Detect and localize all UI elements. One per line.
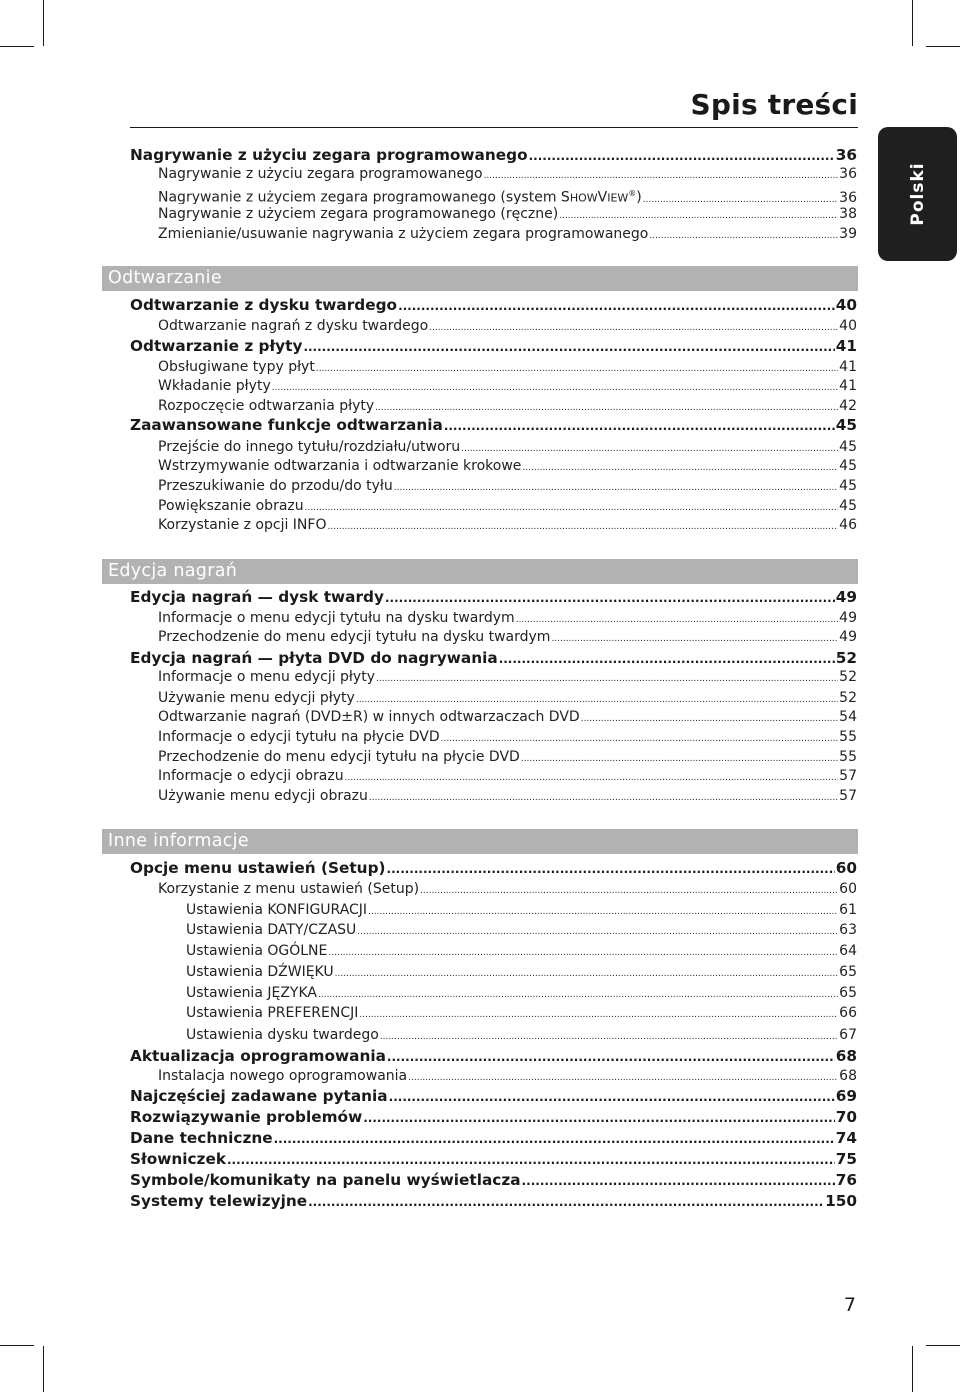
toc-entry-title: Nagrywanie z użyciem zegara programowanego (ręczne) xyxy=(158,206,559,222)
toc-entry-title: Obsługiwane typy płyt xyxy=(158,359,315,375)
toc-entry[interactable] xyxy=(186,1003,857,1023)
toc-leader-dots xyxy=(394,478,838,496)
section-header: Odtwarzanie xyxy=(102,266,858,291)
toc-leader-dots xyxy=(376,669,838,687)
toc-leader-dots xyxy=(499,649,835,669)
toc-leader-dots xyxy=(522,458,838,476)
toc-entry[interactable] xyxy=(158,608,857,628)
toc-entry-chapter[interactable] xyxy=(130,145,857,166)
toc-entry-page: 36 xyxy=(835,146,857,164)
toc-entry-chapter[interactable] xyxy=(130,295,857,316)
toc-entry-title: Zaawansowane funkcje odtwarzania xyxy=(130,416,443,434)
toc-leader-dots xyxy=(272,378,838,396)
toc-leader-dots xyxy=(444,416,835,436)
toc-leader-dots xyxy=(529,146,835,166)
toc-entry-title: Rozwiązywanie problemów xyxy=(130,1108,363,1126)
toc-entry-chapter[interactable] xyxy=(130,1128,857,1149)
toc-entry[interactable] xyxy=(158,1066,857,1086)
toc-entry-page: 54 xyxy=(839,709,857,725)
toc-entry-page: 49 xyxy=(839,629,857,645)
toc-leader-dots xyxy=(316,359,838,377)
toc-entry-title: Korzystanie z opcji INFO xyxy=(158,517,327,533)
toc-entry-title: Informacje o edycji tytułu na płycie DVD xyxy=(158,729,440,745)
toc-entry-page: 57 xyxy=(839,768,857,784)
toc-entry[interactable] xyxy=(158,357,857,377)
toc-entry-title: Informacje o menu edycji tytułu na dysku twardym xyxy=(158,610,515,626)
toc-leader-dots xyxy=(420,881,838,899)
toc-entry[interactable] xyxy=(158,627,857,647)
toc-leader-dots xyxy=(429,318,838,336)
language-tab-label: Polski xyxy=(907,162,928,226)
toc-entry-page: 39 xyxy=(839,226,857,242)
toc-leader-dots xyxy=(357,922,838,940)
toc-entry[interactable] xyxy=(158,707,857,727)
toc-entry-chapter[interactable] xyxy=(130,415,857,436)
toc-entry-title: Nagrywanie z użyciem zegara programowanego (system SHOWVIEW®) xyxy=(158,189,642,204)
toc-leader-dots xyxy=(581,709,838,727)
toc-entry-chapter[interactable] xyxy=(130,1107,857,1128)
toc-leader-dots xyxy=(385,588,835,608)
section-header: Edycja nagrań xyxy=(102,559,858,584)
toc-entry-chapter[interactable] xyxy=(130,1191,857,1212)
toc-entry[interactable] xyxy=(158,766,857,786)
toc-entry-chapter[interactable] xyxy=(130,1086,857,1107)
toc-entry-title: Używanie menu edycji obrazu xyxy=(158,788,368,804)
toc-entry-title: Rozpoczęcie odtwarzania płyty xyxy=(158,398,375,414)
toc-entry-title: Ustawienia DŹWIĘKU xyxy=(186,964,334,980)
toc-entry-title: Ustawienia JĘZYKA xyxy=(186,985,317,1001)
toc-entry-title: Aktualizacja oprogramowania xyxy=(130,1047,386,1065)
toc-leader-dots xyxy=(408,1068,838,1086)
toc-entry-title: Opcje menu ustawień (Setup) xyxy=(130,859,386,877)
toc-entry-page: 42 xyxy=(839,398,857,414)
toc-entry-page: 61 xyxy=(839,902,857,918)
toc-entry-chapter[interactable] xyxy=(130,1149,857,1170)
toc-entry-title: Edycja nagrań — płyta DVD do nagrywania xyxy=(130,649,498,667)
toc-leader-dots xyxy=(335,964,839,982)
toc-entry[interactable] xyxy=(158,376,857,396)
toc-entry-page: 52 xyxy=(839,690,857,706)
toc-entry-page: 36 xyxy=(839,189,857,204)
toc-entry-title: Ustawienia KONFIGURACJI xyxy=(186,902,368,918)
toc-entry[interactable] xyxy=(186,983,857,1003)
toc-entry[interactable] xyxy=(158,184,857,204)
toc-entry[interactable] xyxy=(158,515,857,535)
toc-entry-page: 40 xyxy=(835,296,857,314)
toc-leader-dots xyxy=(308,1192,824,1212)
toc-entry[interactable] xyxy=(186,962,857,982)
toc-entry-page: 65 xyxy=(839,985,857,1001)
toc-entry-page: 69 xyxy=(835,1087,857,1105)
toc-entry[interactable] xyxy=(158,747,857,767)
toc-leader-dots xyxy=(274,1129,835,1149)
toc-entry-title: Wstrzymywanie odtwarzania i odtwarzanie krokowe xyxy=(158,458,522,474)
toc-entry[interactable] xyxy=(186,900,857,920)
toc-entry[interactable] xyxy=(158,437,857,457)
toc-entry[interactable] xyxy=(158,786,857,806)
toc-entry-page: 45 xyxy=(835,416,857,434)
toc-entry-title: Nagrywanie z użyciu zegara programowanego xyxy=(158,166,483,182)
toc-entry-title: Ustawienia OGÓLNE xyxy=(186,943,328,959)
toc-entry-page: 38 xyxy=(839,206,857,222)
toc-leader-dots xyxy=(387,1047,835,1067)
toc-entry-chapter[interactable] xyxy=(130,1046,857,1067)
toc-entry-title: Instalacja nowego oprogramowania xyxy=(158,1068,408,1084)
toc-entry-page: 63 xyxy=(839,922,857,938)
toc-leader-dots xyxy=(363,1108,835,1128)
toc-entry-page: 60 xyxy=(835,859,857,877)
toc-entry[interactable] xyxy=(186,941,857,961)
toc-leader-dots xyxy=(522,1171,835,1191)
toc-entry-title: Przejście do innego tytułu/rozdziału/utworu xyxy=(158,439,461,455)
toc-entry-page: 45 xyxy=(839,458,857,474)
toc-entry-title: Symbole/komunikaty na panelu wyświetlacza xyxy=(130,1171,521,1189)
toc-entry-title: Systemy telewizyjne xyxy=(130,1192,308,1210)
toc-entry-page: 40 xyxy=(839,318,857,334)
toc-leader-dots xyxy=(389,1087,835,1107)
toc-entry-page: 41 xyxy=(839,378,857,394)
toc-entry-page: 45 xyxy=(839,439,857,455)
toc-leader-dots xyxy=(318,985,838,1003)
page-title: Spis treści xyxy=(690,88,858,121)
toc-entry-page: 60 xyxy=(839,881,857,897)
toc-entry-page: 68 xyxy=(839,1068,857,1084)
toc-entry-page: 41 xyxy=(835,337,857,355)
toc-entry-page: 49 xyxy=(835,588,857,606)
toc-entry-page: 74 xyxy=(835,1129,857,1147)
toc-entry-chapter[interactable] xyxy=(130,336,857,357)
toc-entry-title: Informacje o menu edycji płyty xyxy=(158,669,375,685)
toc-entry-page: 64 xyxy=(839,943,857,959)
toc-leader-dots xyxy=(521,749,838,767)
toc-entry[interactable] xyxy=(158,456,857,476)
toc-entry-page: 75 xyxy=(835,1150,857,1168)
toc-leader-dots xyxy=(359,1005,838,1023)
toc-entry-page: 66 xyxy=(839,1005,857,1021)
toc-entry-chapter[interactable] xyxy=(130,858,857,879)
toc-entry-title: Ustawienia DATY/CZASU xyxy=(186,922,357,938)
toc-entry-page: 45 xyxy=(839,478,857,494)
toc-leader-dots xyxy=(345,768,839,786)
toc-entry-title: Używanie menu edycji płyty xyxy=(158,690,355,706)
toc-entry[interactable] xyxy=(158,164,857,184)
toc-leader-dots xyxy=(369,788,838,806)
toc-leader-dots xyxy=(559,206,838,224)
toc-leader-dots xyxy=(227,1150,835,1170)
toc-entry-page: 46 xyxy=(839,517,857,533)
toc-entry-title: Powiększanie obrazu xyxy=(158,498,304,514)
toc-entry-title: Nagrywanie z użyciu zegara programowanego xyxy=(130,146,528,164)
page-number: 7 xyxy=(843,1294,856,1316)
toc-leader-dots xyxy=(327,517,838,535)
toc-leader-dots xyxy=(380,1027,838,1045)
toc-entry-page: 52 xyxy=(835,649,857,667)
toc-entry-page: 150 xyxy=(825,1192,857,1210)
toc-leader-dots xyxy=(305,498,839,516)
toc-entry-page: 67 xyxy=(839,1027,857,1043)
toc-entry-page: 55 xyxy=(839,749,857,765)
toc-entry-title: Zmienianie/usuwanie nagrywania z użyciem zegara programowanego xyxy=(158,226,649,242)
toc-leader-dots xyxy=(375,398,838,416)
toc-entry-title: Najczęściej zadawane pytania xyxy=(130,1087,388,1105)
toc-entry-page: 49 xyxy=(839,610,857,626)
toc-entry-page: 52 xyxy=(839,669,857,685)
toc-entry-title: Słowniczek xyxy=(130,1150,226,1168)
section-header: Inne informacje xyxy=(102,829,858,854)
toc-entry-title: Ustawienia dysku twardego xyxy=(186,1027,379,1043)
toc-leader-dots xyxy=(516,610,838,628)
toc-entry-page: 41 xyxy=(839,359,857,375)
toc-leader-dots xyxy=(398,296,835,316)
toc-leader-dots xyxy=(328,943,838,961)
toc-entry-title: Edycja nagrań — dysk twardy xyxy=(130,588,384,606)
toc-entry-title: Informacje o edycji obrazu xyxy=(158,768,344,784)
toc-leader-dots xyxy=(643,190,838,204)
toc-entry-page: 36 xyxy=(839,166,857,182)
toc-entry-title: Korzystanie z menu ustawień (Setup) xyxy=(158,881,420,897)
toc-entry-chapter[interactable] xyxy=(130,587,857,608)
toc-leader-dots xyxy=(551,629,838,647)
toc-entry[interactable] xyxy=(158,879,857,899)
toc-entry[interactable] xyxy=(158,224,857,244)
toc-entry[interactable] xyxy=(158,727,857,747)
toc-entry-page: 55 xyxy=(839,729,857,745)
toc-entry-chapter[interactable] xyxy=(130,1170,857,1191)
toc-entry[interactable] xyxy=(186,920,857,940)
toc-entry-page: 70 xyxy=(835,1108,857,1126)
toc-entry-title: Przeszukiwanie do przodu/do tyłu xyxy=(158,478,393,494)
toc-entry-page: 57 xyxy=(839,788,857,804)
toc-entry-chapter[interactable] xyxy=(130,648,857,669)
toc-entry-title: Odtwarzanie z płyty xyxy=(130,337,303,355)
toc-entry-title: Ustawienia PREFERENCJI xyxy=(186,1005,359,1021)
toc-leader-dots xyxy=(387,859,835,879)
toc-entry[interactable] xyxy=(158,496,857,516)
toc-entry-title: Odtwarzanie nagrań z dysku twardego xyxy=(158,318,429,334)
toc-entry-page: 68 xyxy=(835,1047,857,1065)
toc-entry[interactable] xyxy=(158,396,857,416)
toc-entry-title: Przechodzenie do menu edycji tytułu na dysku twardym xyxy=(158,629,551,645)
toc-leader-dots xyxy=(484,166,839,184)
toc-entry-page: 65 xyxy=(839,964,857,980)
toc-entry-title: Przechodzenie do menu edycji tytułu na płycie DVD xyxy=(158,749,520,765)
toc-entry-title: Wkładanie płyty xyxy=(158,378,271,394)
toc-leader-dots xyxy=(649,226,838,244)
toc-entry[interactable] xyxy=(158,204,857,224)
toc-entry[interactable] xyxy=(158,667,857,687)
toc-entry[interactable] xyxy=(158,476,857,496)
toc-leader-dots xyxy=(461,439,838,457)
toc-leader-dots xyxy=(368,902,838,920)
toc-entry-page: 76 xyxy=(835,1171,857,1189)
toc-leader-dots xyxy=(441,729,839,747)
toc-entry-title: Odtwarzanie z dysku twardego xyxy=(130,296,398,314)
toc-leader-dots xyxy=(303,337,834,357)
toc-entry-page: 45 xyxy=(839,498,857,514)
toc-entry-title: Odtwarzanie nagrań (DVD±R) w innych odtwarzaczach DVD xyxy=(158,709,580,725)
toc-leader-dots xyxy=(356,690,838,708)
toc-entry[interactable] xyxy=(158,316,857,336)
toc-entry[interactable] xyxy=(186,1025,857,1045)
toc-entry-title: Dane techniczne xyxy=(130,1129,273,1147)
toc-entry[interactable] xyxy=(158,688,857,708)
